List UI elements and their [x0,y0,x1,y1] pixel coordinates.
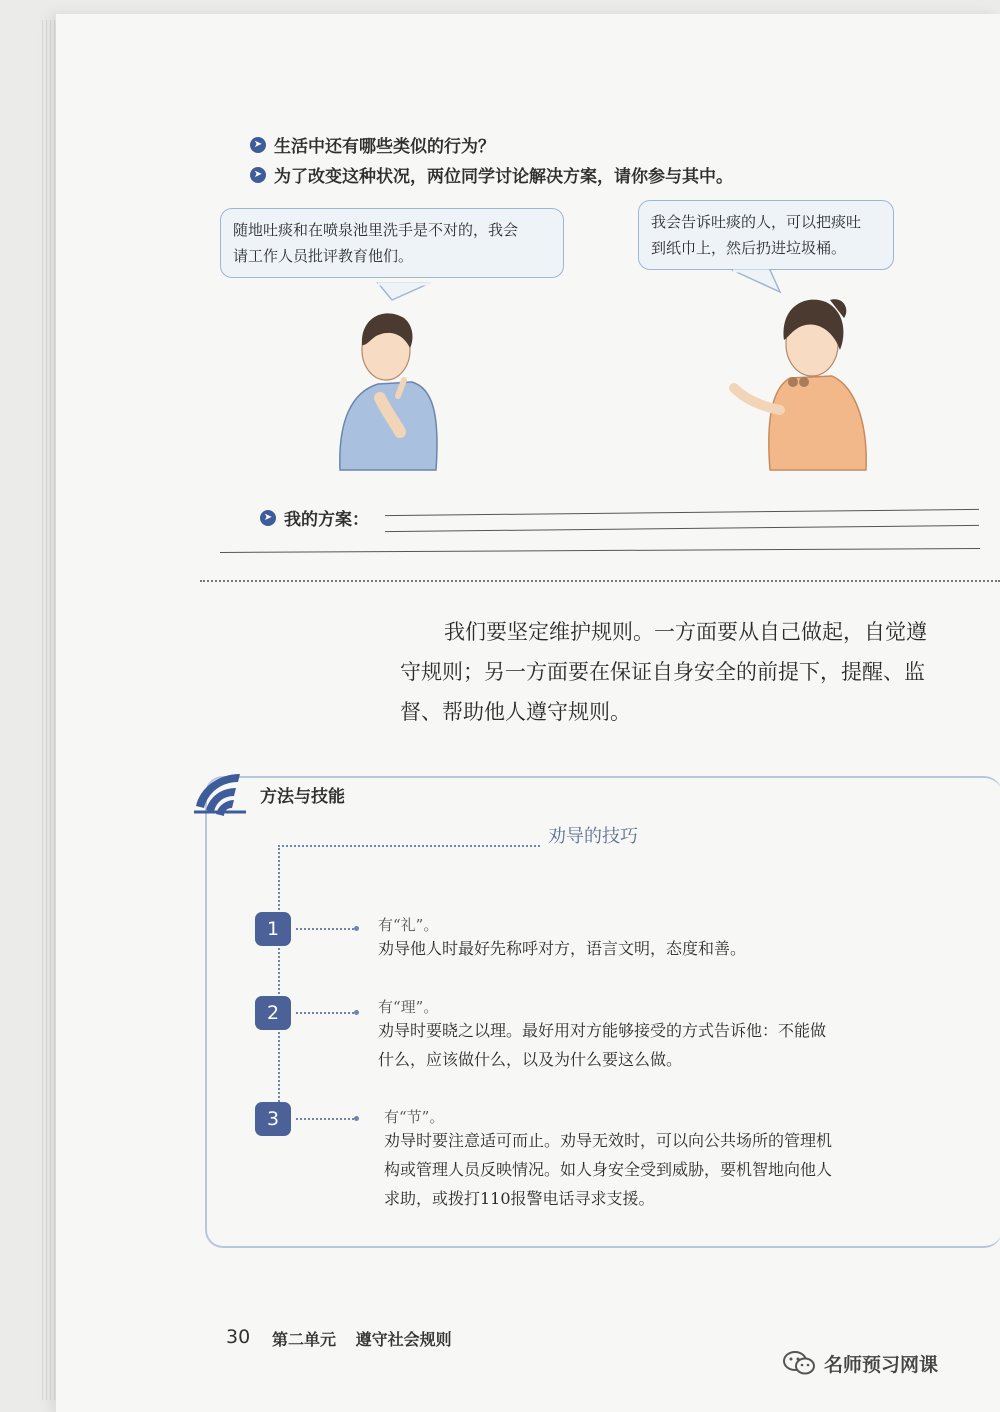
tip-line: 劝导时要注意适可而止。劝导无效时，可以向公共场所的管理机 [384,1131,833,1150]
bubble-line: 到纸巾上，然后扔进垃圾桶。 [651,239,847,257]
tip-dot [354,926,359,931]
running-footer [272,1327,452,1350]
tip-3-head: 有“节”。 [384,1108,445,1126]
question-1-text: 生活中还有哪些类似的行为？ [274,137,495,157]
arrow-bullet-icon: ➤ [250,167,266,183]
arrow-bullet-icon: ➤ [250,137,266,153]
bubble-tail [732,270,780,292]
method-subtitle: 劝导的技巧 [548,826,638,847]
watermark-text: 名师预习网课 [824,1353,939,1376]
students-illustration [0,0,1000,480]
tip-2-body [378,1016,826,1074]
tip-dot [354,1010,359,1015]
tip-line: 劝导他人时最好先称呼对方，语言文明，态度和善。 [378,939,747,958]
method-section-title: 方法与技能 [252,782,353,807]
tip-3-body [384,1126,832,1213]
tip-line: 构或管理人员反映情况。如人身安全受到威胁，要机智地向他人 [384,1160,833,1179]
boy-figure [340,313,437,470]
bubble-line: 随地吐痰和在喷泉池里洗手是不对的，我会 [233,221,519,239]
arrow-bullet-icon: ➤ [260,510,276,526]
tip-connector [296,1118,354,1120]
method-skill-icon [192,768,248,818]
section-divider [200,580,1000,582]
tip-1-head: 有“礼”。 [378,916,439,934]
unit-title: 遵守社会规则 [355,1330,452,1349]
rules-paragraph [400,612,998,732]
wechat-watermark [782,1349,938,1377]
tip-2-badge: 2 [255,996,291,1030]
question-2-text: 为了改变这种状况，两位同学讨论解决方案，请你参与其中。 [274,167,733,187]
my-plan [260,505,369,530]
tip-connector [296,1012,354,1014]
paragraph-line: 督、帮助他人遵守规则。 [400,700,631,724]
tip-connector [296,928,354,930]
tip-2-head: 有“理”。 [378,998,439,1016]
girl-figure [734,299,866,470]
tip-1-body [378,934,746,963]
bubble-line: 请工作人员批评教育他们。 [233,247,414,265]
tip-1-badge: 1 [255,912,291,946]
wechat-logo-icon [782,1349,816,1377]
unit-label: 第二单元 [272,1330,337,1349]
tip-dot [354,1116,359,1121]
timeline-connector [278,845,280,1117]
bubble-tail [378,283,430,300]
page-number: 30 [226,1326,251,1348]
paragraph-line: 我们要坚定维护规则。一方面要从自己做起，自觉遵 [444,620,927,644]
tip-line: 劝导时要晓之以理。最好用对方能够接受的方式告诉他：不能做 [378,1021,827,1040]
tip-line: 求助，或拨打110报警电话寻求支援。 [384,1189,655,1208]
my-plan-label: 我的方案： [284,510,369,530]
timeline-connector [278,845,540,847]
tip-line: 什么，应该做什么，以及为什么要这么做。 [378,1050,683,1069]
tip-3-badge: 3 [255,1102,291,1136]
paragraph-line: 守规则；另一方面要在保证自身安全的前提下，提醒、监 [400,660,925,684]
bubble-line: 我会告诉吐痰的人，可以把痰吐 [651,213,862,231]
